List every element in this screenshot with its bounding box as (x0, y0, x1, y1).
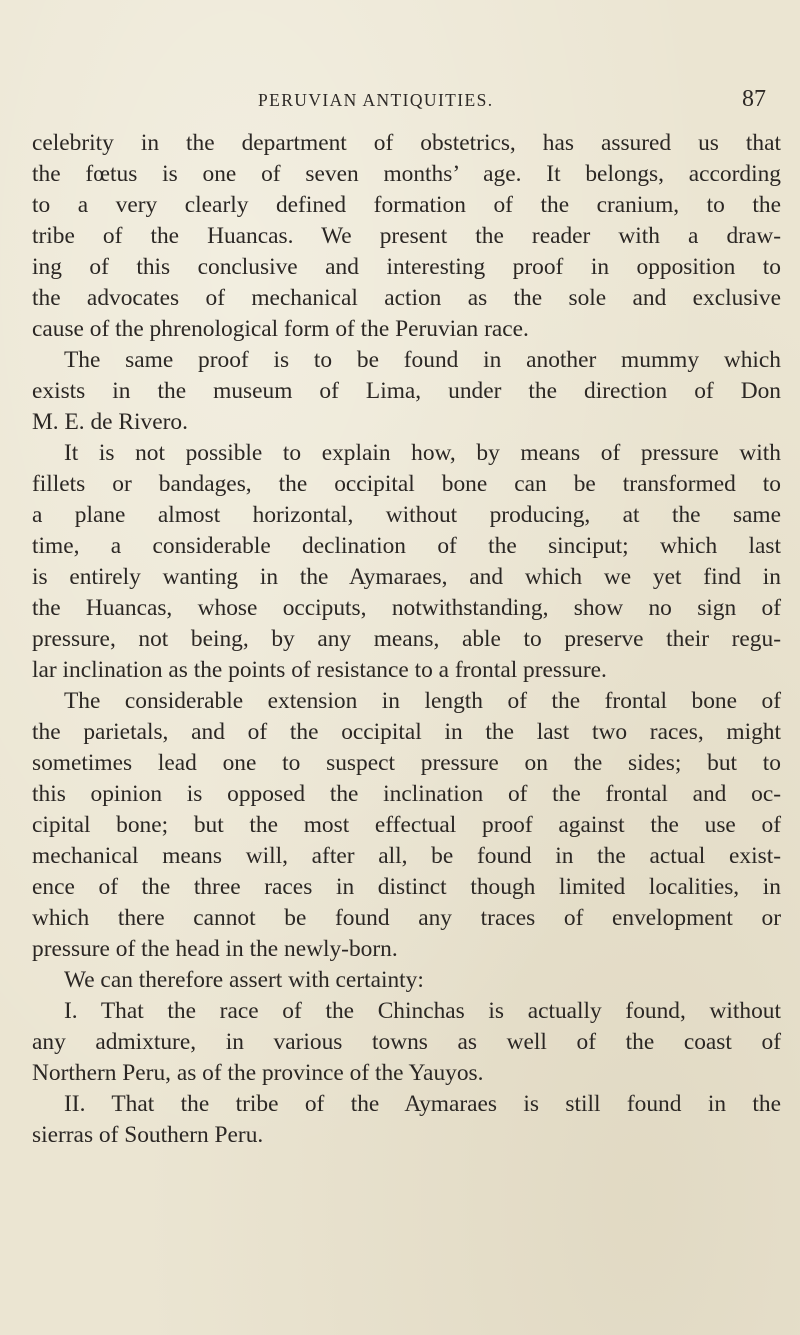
text-line: mechanical means will, after all, be found in the actual exist- (32, 843, 781, 869)
text-line: ing of this conclusive and interesting proof in opposition to (32, 254, 781, 280)
text-line: It is not possible to explain how, by means of pressure with (64, 440, 781, 466)
text-line: sometimes lead one to suspect pressure on the sides; but to (32, 750, 781, 776)
page-number: 87 (742, 86, 766, 112)
text-line: pressure, not being, by any means, able to preserve their regu- (32, 626, 781, 652)
text-line: to a very clearly defined formation of the cranium, to the (32, 192, 781, 218)
text-line: I. That the race of the Chinchas is actually found, without (64, 998, 781, 1024)
text-line: is entirely wanting in the Aymaraes, and which we yet find in (32, 564, 781, 590)
text-line: pressure of the head in the newly-born. (32, 936, 398, 962)
text-line: cipital bone; but the most effectual proof against the use of (32, 812, 781, 838)
text-line: M. E. de Rivero. (32, 409, 188, 435)
text-line: this opinion is opposed the inclination of the frontal and oc- (32, 781, 781, 807)
text-line: sierras of Southern Peru. (32, 1122, 264, 1148)
text-line: tribe of the Huancas. We present the reader with a draw- (32, 223, 781, 249)
text-line: ence of the three races in distinct though limited localities, in (32, 874, 781, 900)
running-title: PERUVIAN ANTIQUITIES. (258, 90, 494, 110)
text-line: lar inclination as the points of resistance to a frontal pressure. (32, 657, 607, 683)
text-line: the fœtus is one of seven months’ age. It belongs, according (32, 161, 781, 187)
text-line: The considerable extension in length of the frontal bone of (64, 688, 781, 714)
text-line: fillets or bandages, the occipital bone can be transformed to (32, 471, 781, 497)
text-line: The same proof is to be found in another mummy which (64, 347, 781, 373)
text-line: the parietals, and of the occipital in the last two races, might (32, 719, 781, 745)
page-header (258, 86, 768, 116)
text-line: time, a considerable declination of the sinciput; which last (32, 533, 781, 559)
text-line: which there cannot be found any traces of envelopment or (32, 905, 781, 931)
text-line: II. That the tribe of the Aymaraes is still found in the (64, 1091, 781, 1117)
body-text (32, 128, 781, 1151)
text-line: the advocates of mechanical action as the sole and exclusive (32, 285, 781, 311)
text-line: the Huancas, whose occiputs, notwithstanding, show no sign of (32, 595, 781, 621)
text-line: We can therefore assert with certainty: (64, 967, 424, 993)
text-line: any admixture, in various towns as well of the coast of (32, 1029, 781, 1055)
text-line: a plane almost horizontal, without producing, at the same (32, 502, 781, 528)
text-line: Northern Peru, as of the province of the Yauyos. (32, 1060, 484, 1086)
text-line: exists in the museum of Lima, under the direction of Don (32, 378, 781, 404)
text-line: cause of the phrenological form of the Peruvian race. (32, 316, 529, 342)
text-line: celebrity in the department of obstetrics, has assured us that (32, 130, 781, 156)
